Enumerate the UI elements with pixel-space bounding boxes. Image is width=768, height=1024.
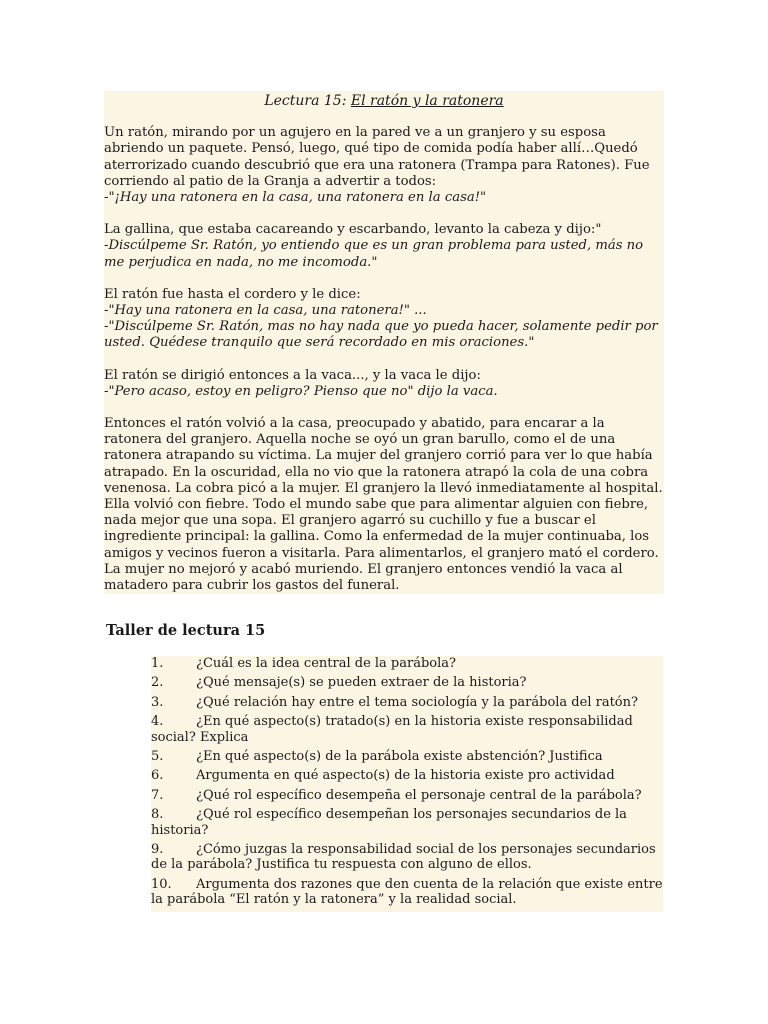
narration-line: El ratón se dirigió entonces a la vaca..., y la vaca le dijo: <box>104 367 481 383</box>
story-section <box>104 91 664 594</box>
question-text: ¿Qué rol específico desempeña el personaje central de la parábola? <box>196 787 642 803</box>
question-item <box>151 714 663 745</box>
dialogue-line: -"Discúlpeme Sr. Ratón, mas no hay nada que yo pueda hacer, solamente pedir por usted. Quédese tranquilo que será recordado en mis oraciones." <box>104 319 658 351</box>
question-number: 1. <box>151 656 164 671</box>
question-text: ¿Cuál es la idea central de la parábola? <box>196 656 456 671</box>
question-number: 9. <box>151 842 164 858</box>
question-text: ¿En qué aspecto(s) tratado(s) en la historia existe responsabilidad social? Explica <box>151 714 633 745</box>
question-text: ¿Qué relación hay entre el tema sociología y la parábola del ratón? <box>196 694 638 710</box>
narration-line: Un ratón, mirando por un agujero en la pared ve a un granjero y su esposa abriendo un paquete. Pensó, luego, qué tipo de comida podía haber allí…Quedó aterrorizado cuando descubrió que era una ratonera (Trampa para Ratones). Fue corriendo al patio de la Granja a advertir a todos: <box>104 125 650 189</box>
question-number: 10. <box>151 876 172 892</box>
question-number: 7. <box>151 787 164 803</box>
question-text: ¿Cómo juzgas la responsabilidad social de los personajes secundarios de la parábola? Justifica tu respuesta con alguno de ellos. <box>151 842 656 873</box>
story-paragraph <box>104 287 664 352</box>
title-prefix: Lectura 15: <box>264 93 351 109</box>
question-text: Argumenta dos razones que den cuenta de la relación que existe entre la parábola “El ratón y la ratonera” y la realidad social. <box>151 876 663 908</box>
question-item <box>151 842 663 873</box>
page-title <box>104 93 664 109</box>
dialogue-line: -"Hay una ratonera en la casa, una ratonera!" ... <box>104 303 427 319</box>
question-text: ¿Qué rol específico desempeñan los personajes secundarios de la historia? <box>151 807 627 838</box>
story-paragraph <box>104 222 664 271</box>
question-item <box>151 807 663 838</box>
question-number: 2. <box>151 675 164 691</box>
question-item <box>151 749 663 764</box>
question-item <box>151 768 663 783</box>
question-item <box>151 695 663 710</box>
question-number: 4. <box>151 714 164 730</box>
story-paragraph <box>104 416 664 594</box>
question-number: 5. <box>151 749 164 765</box>
question-item <box>151 656 663 671</box>
question-list <box>151 656 663 912</box>
question-text: ¿En qué aspecto(s) de la parábola existe abstención? Justifica <box>196 749 603 765</box>
question-number: 6. <box>151 768 164 784</box>
narration-line: Entonces el ratón volvió a la casa, preocupado y abatido, para encarar a la ratonera del granjero. Aquella noche se oyó un gran barullo, como el de una ratonera atrapando su víctima. La mujer del granjero corrió para ver lo que había atrapado. En la oscuridad, ella no vio que la ratonera atrapó la cola de una cobra venenosa. La cobra picó a la mujer. El granjero la llevó inmediatamente al hospital. Ella volvió con fiebre. Todo el mundo sabe que para alimentar alguien con fiebre, nada mejor que una sopa. El granjero agarró su cuchillo y fue a buscar el ingrediente principal: la gallina. Como la enfermedad de la mujer continuaba, los amigos y vecinos fueron a visitarla. Para alimentarlos, el granjero mató el cordero. La mujer no mejoró y acabó muriendo. El granjero entonces vendió la vaca al matadero para cubrir los gastos del funeral. <box>104 416 663 594</box>
narration-line: La gallina, que estaba cacareando y escarbando, levanto la cabeza y dijo:" <box>104 222 602 238</box>
narration-line: El ratón fue hasta el cordero y le dice: <box>104 286 361 302</box>
title-main: El ratón y la ratonera <box>350 93 504 109</box>
dialogue-line: -"Pero acaso, estoy en peligro? Pienso que no" dijo la vaca. <box>104 383 498 399</box>
dialogue-line: -"¡Hay una ratonera en la casa, una ratonera en la casa!" <box>104 190 487 206</box>
story-paragraph <box>104 368 664 400</box>
question-item <box>151 877 663 908</box>
story-body <box>104 125 664 594</box>
question-text: Argumenta en qué aspecto(s) de la historia existe pro actividad <box>196 768 615 784</box>
question-item <box>151 675 663 690</box>
question-number: 3. <box>151 694 164 710</box>
taller-heading: Taller de lectura 15 <box>106 622 266 639</box>
story-paragraph <box>104 125 664 206</box>
question-text: ¿Qué mensaje(s) se pueden extraer de la historia? <box>196 675 527 691</box>
question-item <box>151 788 663 803</box>
question-number: 8. <box>151 807 164 823</box>
dialogue-line: -Discúlpeme Sr. Ratón, yo entiendo que es un gran problema para usted, más no me perjudica en nada, no me incomoda." <box>104 238 644 270</box>
